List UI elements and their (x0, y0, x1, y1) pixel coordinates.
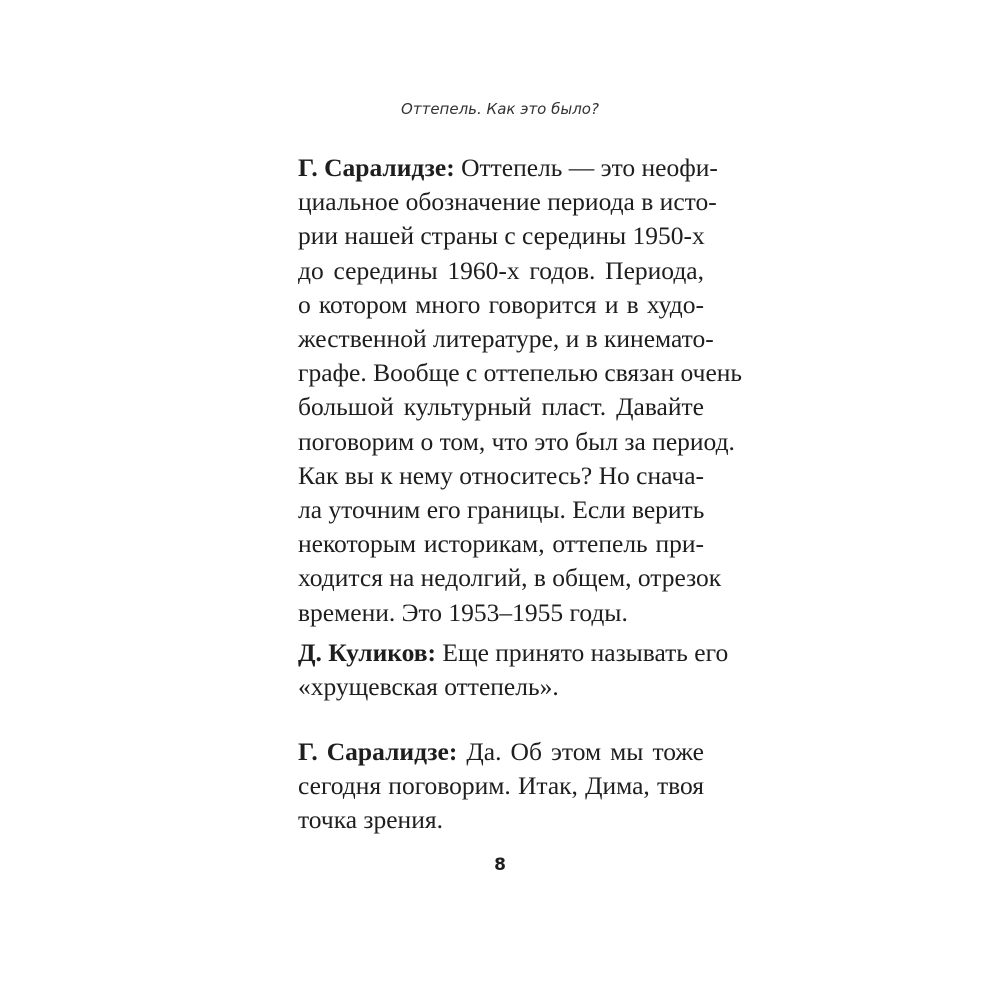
text-line: циальное обозначение периода в исто- (298, 187, 717, 217)
text-line: жественной литературе, и в кинемато- (298, 324, 714, 353)
text-line: рии нашей страны с середины 1950-х (298, 221, 705, 251)
text-line: времени. Это 1953–1955 годы. (298, 597, 628, 627)
text-line: «хрущевская оттепель». (298, 672, 559, 702)
text-line: ходится на недолгий, в общем, отрезок (298, 563, 722, 593)
text-line: Г. Саралидзе: Да. Об этом мы тоже (298, 737, 704, 766)
text-line: графе. Вообще с оттепелью связан очень (298, 358, 743, 388)
speaker-name: Г. Саралидзе: (298, 153, 455, 182)
running-title: Оттепель. Как это было? (401, 100, 599, 118)
text-line: ла уточним его границы. Если верить (298, 495, 705, 524)
text-line: Г. Саралидзе: Оттепель — это неофи- (298, 153, 718, 182)
text-line: Как вы к нему относитесь? Но снача- (298, 460, 705, 490)
text-line: поговорим о том, что это был за период. (298, 426, 735, 456)
page-number: 8 (494, 855, 506, 875)
text-line: Д. Куликов: Еще принято называть его (298, 638, 729, 667)
text-line: о котором много говорится и в худо- (298, 289, 704, 319)
text-line: точка зрения. (298, 805, 443, 835)
text-line: до середины 1960-х годов. Периода, (298, 255, 704, 285)
text-line: большой культурный пласт. Давайте (298, 392, 704, 422)
speaker-name: Г. Саралидзе: (298, 737, 458, 766)
speaker-name: Д. Куликов: (298, 638, 436, 667)
text-line: некоторым историкам, оттепель при- (298, 529, 704, 559)
text-line: сегодня поговорим. Итак, Дима, твоя (298, 771, 704, 801)
